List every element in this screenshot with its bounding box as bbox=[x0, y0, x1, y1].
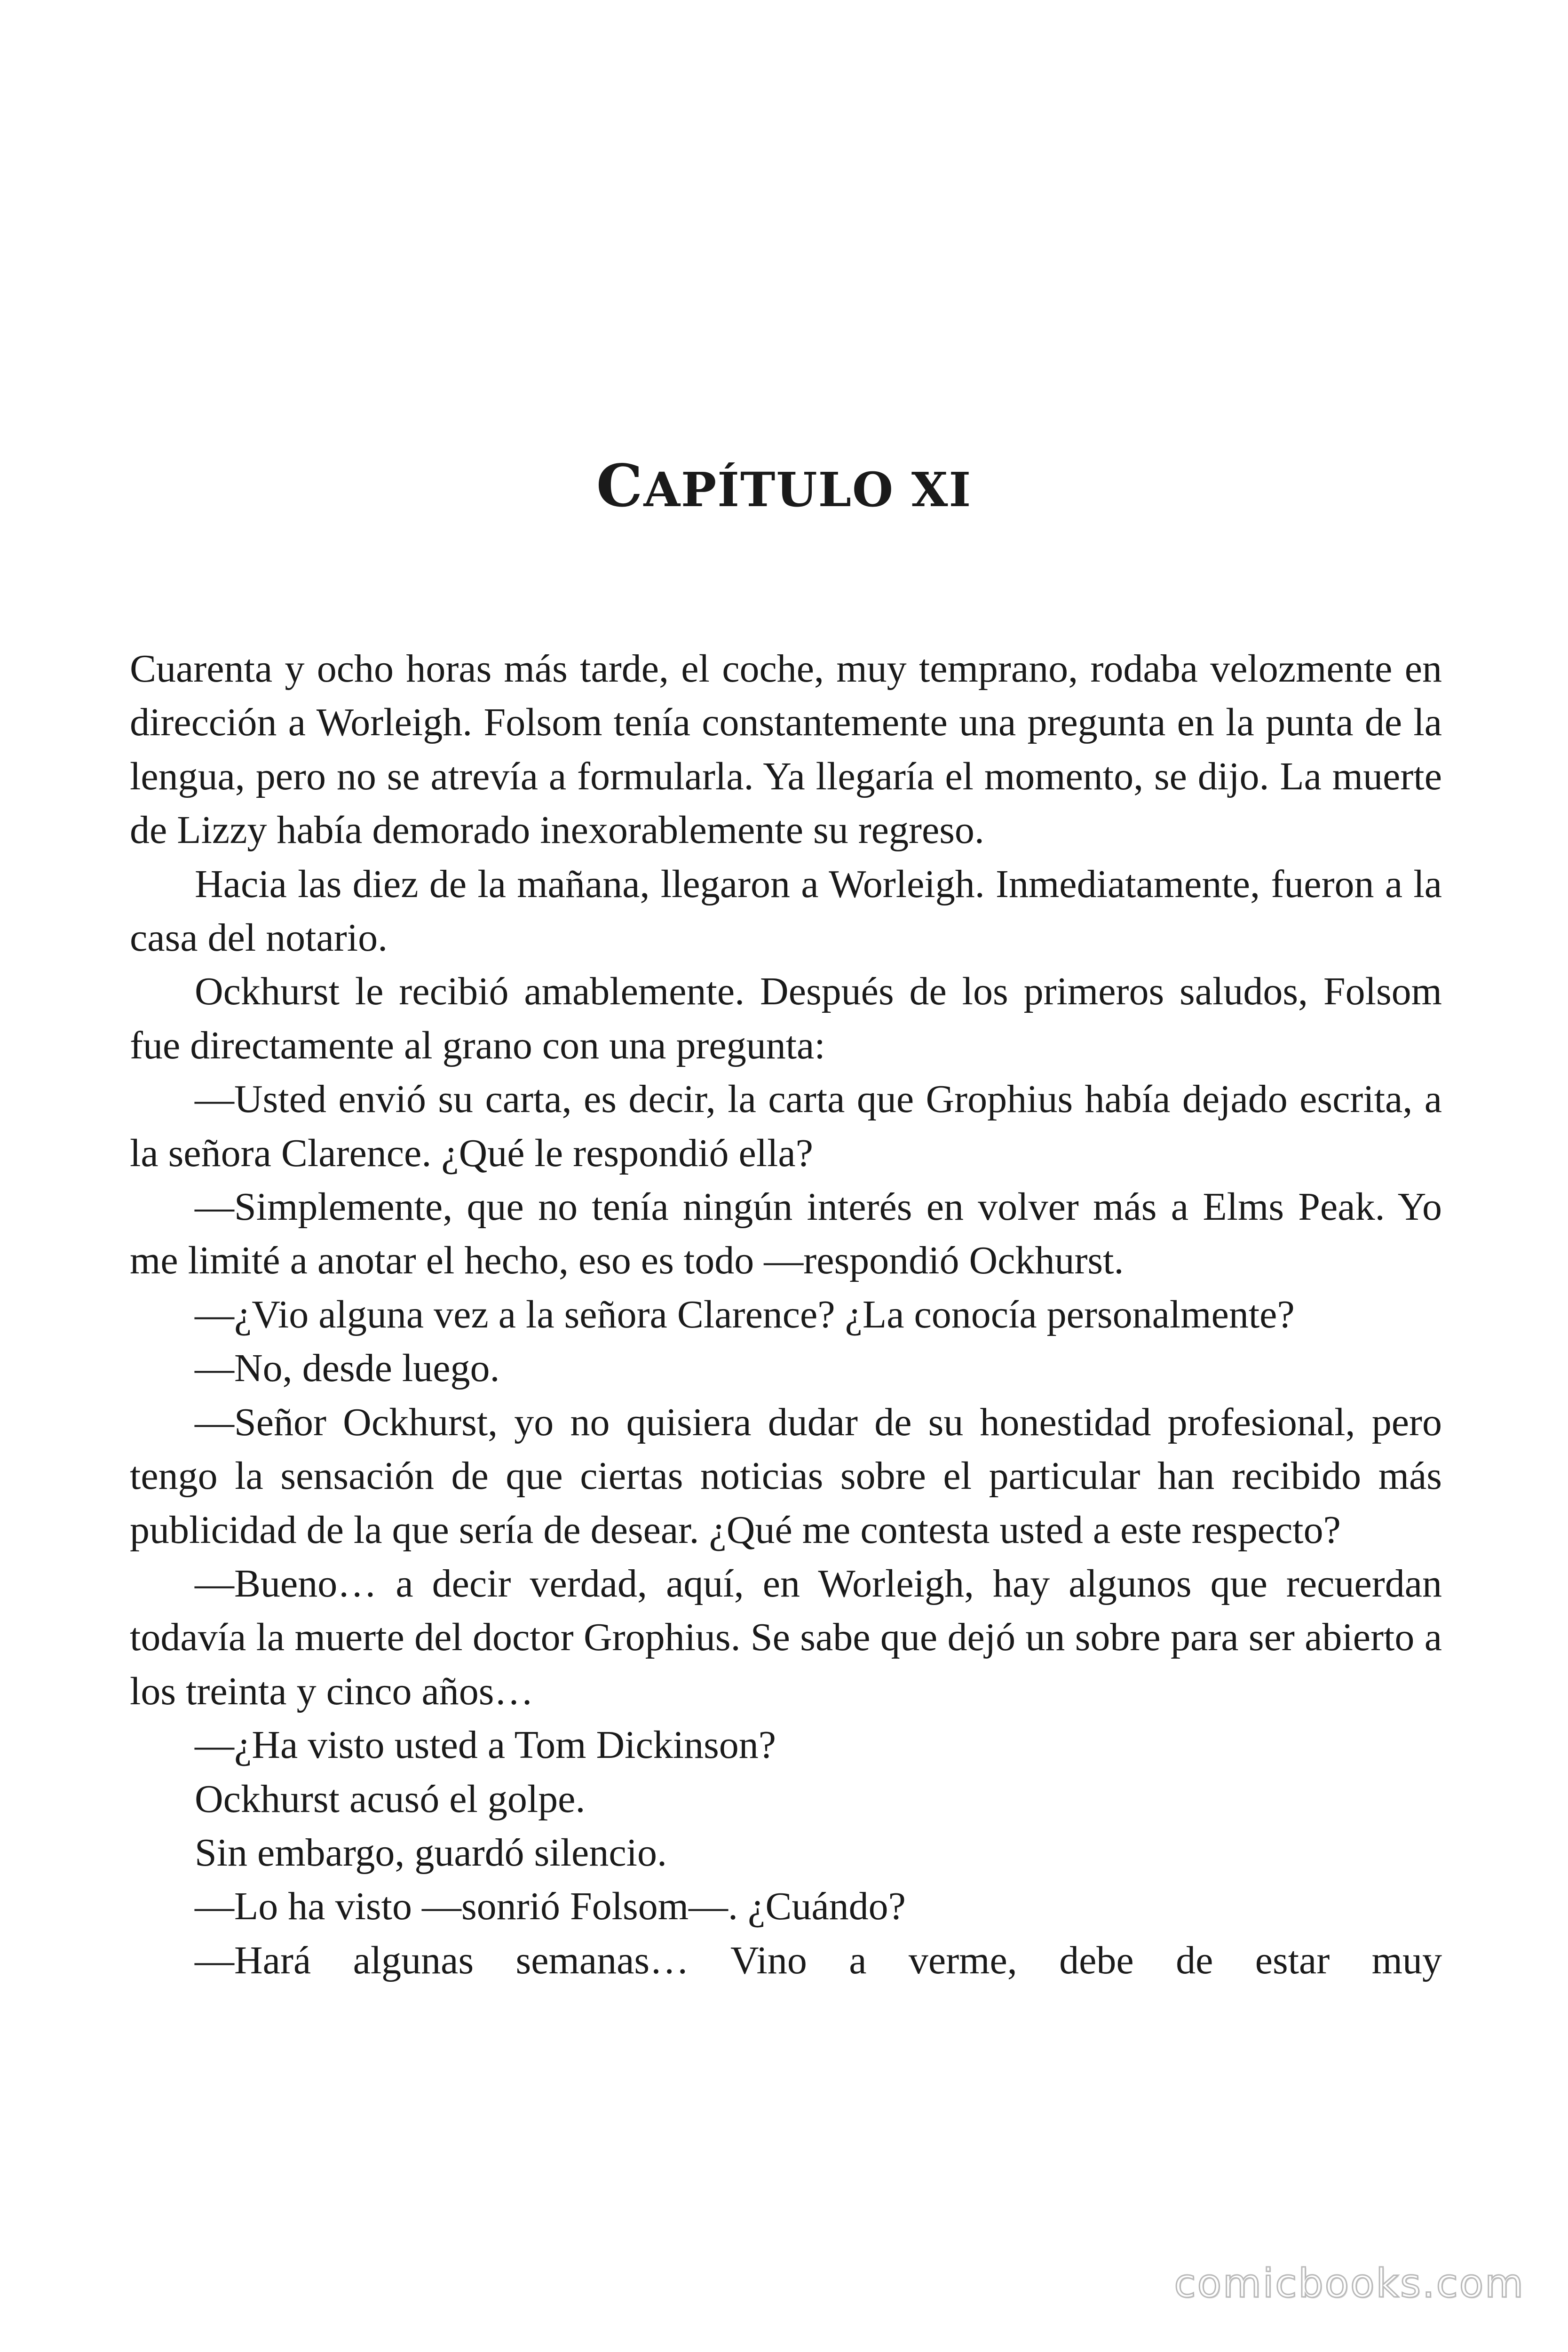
watermark: comicbooks.com bbox=[1174, 2260, 1525, 2306]
paragraph: —Señor Ockhurst, yo no quisiera dudar de su honestidad profesional, pero tengo la sensación de que ciertas noticias sobre el particular han recibido más publicidad de la que sería de desear. ¿Qué me contesta usted a este respecto? bbox=[130, 1400, 1442, 1552]
paragraph: —Bueno… a decir verdad, aquí, en Worleigh, hay algunos que recuerdan todavía la muerte del doctor Grophius. Se sabe que dejó un sobre para ser abierto a los treinta y cinco años… bbox=[130, 1561, 1442, 1713]
chapter-title-initial: C bbox=[596, 452, 644, 520]
paragraph: —Lo ha visto —sonrió Folsom—. ¿Cuándo? bbox=[195, 1884, 906, 1929]
paragraph: —Usted envió su carta, es decir, la carta que Grophius había dejado escrita, a la señora Clarence. ¿Qué le respondió ella? bbox=[130, 1077, 1442, 1175]
paragraph: —¿Ha visto usted a Tom Dickinson? bbox=[195, 1723, 776, 1767]
paragraph: Hacia las diez de la mañana, llegaron a Worleigh. Inmediatamente, fueron a la casa del notario. bbox=[130, 862, 1442, 960]
chapter-body bbox=[130, 642, 1442, 1987]
paragraph: Ockhurst acusó el golpe. bbox=[195, 1777, 586, 1821]
chapter-title bbox=[0, 452, 1568, 522]
paragraph: Ockhurst le recibió amablemente. Después de los primeros saludos, Folsom fue directamente al grano con una pregunta: bbox=[130, 969, 1442, 1067]
chapter-title-rest: APÍTULO XI bbox=[643, 462, 972, 517]
paragraph: —No, desde luego. bbox=[195, 1346, 500, 1391]
paragraph: —Simplemente, que no tenía ningún interés en volver más a Elms Peak. Yo me limité a anotar el hecho, eso es todo —respondió Ockhurst. bbox=[130, 1185, 1442, 1283]
paragraph: Cuarenta y ocho horas más tarde, el coche, muy temprano, rodaba velozmente en dirección a Worleigh. Folsom tenía constantemente una pregunta en la punta de la lengua, pero no se atrevía a formularla. Ya llegaría el momento, se dijo. La muerte de Lizzy había demorado inexorablemente su regreso. bbox=[130, 647, 1442, 852]
paragraph: Sin embargo, guardó silencio. bbox=[195, 1830, 667, 1875]
paragraph: —Hará algunas semanas… Vino a verme, debe de estar muy bbox=[195, 1938, 1442, 1982]
paragraph: —¿Vio alguna vez a la señora Clarence? ¿La conocía personalmente? bbox=[195, 1292, 1295, 1336]
